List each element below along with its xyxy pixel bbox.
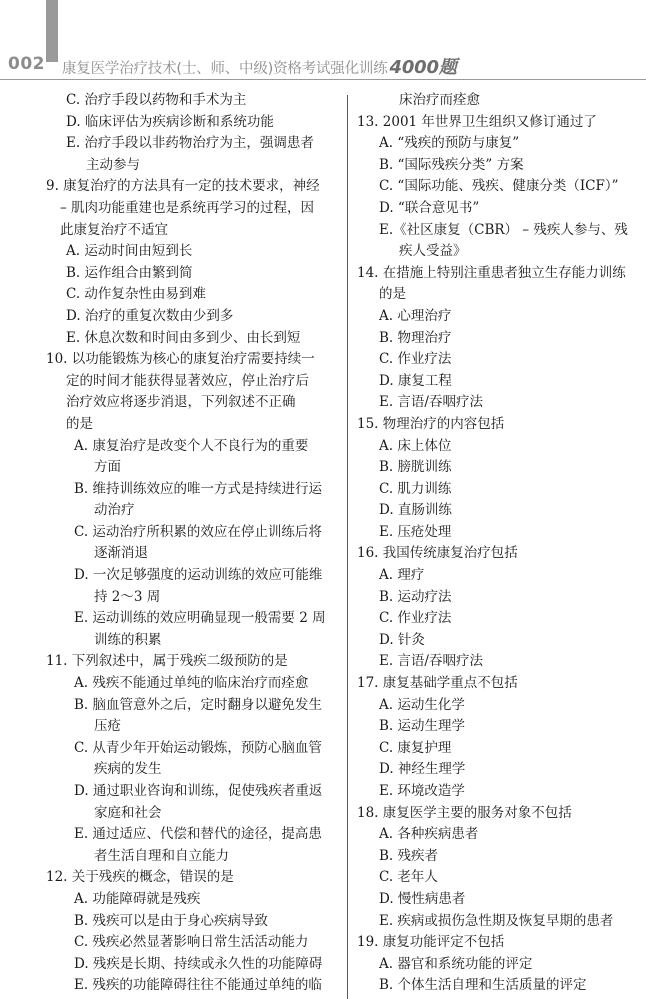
question-stem: 19. 康复功能评定不包括 bbox=[357, 934, 505, 951]
answer-option: A. 康复治疗是改变个人不良行为的重要 bbox=[74, 437, 309, 454]
answer-option: D. 神经生理学 bbox=[379, 761, 466, 778]
answer-option: A. 功能障碍就是残疾 bbox=[74, 890, 201, 907]
answer-option: E. 运动训练的效应明确显现一般需要 2 周 bbox=[74, 610, 326, 627]
answer-option: B. “国际残疾分类” 方案 bbox=[379, 156, 524, 173]
continuation-line: 家庭和社会 bbox=[94, 804, 162, 821]
answer-option: E. 治疗手段以非药物治疗为主，强调患者 bbox=[66, 135, 314, 152]
continuation-line: 床治疗而痊愈 bbox=[399, 92, 480, 108]
answer-option: A. 心理治疗 bbox=[379, 307, 452, 324]
answer-option: A. “残疾的预防与康复” bbox=[379, 135, 520, 152]
page-number: 002 bbox=[8, 54, 45, 74]
continuation-line: 训练的积累 bbox=[94, 631, 162, 648]
answer-option: C. “国际功能、残疾、健康分类（ICF）” bbox=[379, 178, 619, 195]
answer-option: E. 压疮处理 bbox=[379, 523, 452, 540]
continuation-line: 治疗效应将逐步消退，下列叙述不正确 bbox=[66, 394, 296, 411]
answer-option: B. 个体生活自理和生活质量的评定 bbox=[379, 977, 587, 994]
answer-option: C. 肌力训练 bbox=[379, 480, 452, 497]
answer-option: E. 休息次数和时间由多到少、由长到短 bbox=[66, 329, 301, 346]
answer-option: C. 老年人 bbox=[379, 869, 438, 886]
answer-option: A. 器官和系统功能的评定 bbox=[379, 955, 533, 972]
right-column bbox=[357, 90, 646, 997]
answer-option: E. 疾病或损伤急性期及恢复早期的患者 bbox=[379, 912, 614, 929]
continuation-line: 此康复治疗不适宜 bbox=[60, 221, 168, 238]
question-stem: 13. 2001 年世界卫生组织又修订通过了 bbox=[357, 113, 597, 130]
question-stem: 10. 以功能锻炼为核心的康复治疗需要持续一 bbox=[46, 351, 315, 368]
answer-option: C. 治疗手段以药物和手术为主 bbox=[66, 92, 247, 108]
answer-option: C. 动作复杂性由易到难 bbox=[66, 286, 206, 303]
question-stem: 11. 下列叙述中，属于残疾二级预防的是 bbox=[46, 653, 288, 670]
answer-option: B. 残疾者 bbox=[379, 847, 439, 864]
answer-option: E. 言语/吞咽疗法 bbox=[379, 653, 483, 670]
continuation-line: 定的时间才能获得显著效应，停止治疗后 bbox=[66, 372, 309, 389]
answer-option: B. 脑血管意外之后，定时翻身以避免发生 bbox=[74, 696, 323, 713]
continuation-line: 的是 bbox=[66, 415, 93, 432]
continuation-line: 逐渐消退 bbox=[94, 545, 148, 562]
continuation-line: 疾人受益》 bbox=[399, 243, 467, 260]
answer-option: C. 残疾必然显著影响日常生活活动能力 bbox=[74, 934, 309, 951]
answer-option: D. 直肠训练 bbox=[379, 502, 452, 519]
series-label: 4000题 bbox=[389, 57, 457, 78]
answer-option: A. 理疗 bbox=[379, 567, 425, 584]
header-rule bbox=[0, 79, 646, 80]
answer-option: E. 通过适应、代偿和替代的途径，提高患 bbox=[74, 826, 322, 843]
answer-option: A. 各种疾病患者 bbox=[379, 826, 479, 843]
answer-option: D. 临床评估为疾病诊断和系统功能 bbox=[66, 113, 274, 130]
question-stem: 15. 物理治疗的内容包括 bbox=[357, 415, 505, 432]
question-stem: 9. 康复治疗的方法具有一定的技术要求，神经 bbox=[46, 178, 320, 195]
answer-option: B. 维持训练效应的唯一方式是持续进行运 bbox=[74, 480, 323, 497]
continuation-line: 持 2～3 周 bbox=[94, 588, 161, 605]
header-tab-marker bbox=[46, 0, 58, 62]
question-stem: 17. 康复基础学重点不包括 bbox=[357, 675, 518, 692]
answer-option: D. 针灸 bbox=[379, 631, 425, 648]
question-stem: 12. 关于残疾的概念，错误的是 bbox=[46, 869, 234, 886]
continuation-line: 方面 bbox=[94, 459, 121, 476]
answer-option: B. 残疾可以是由于身心疾病导致 bbox=[74, 912, 269, 929]
continuation-line: 的是 bbox=[379, 286, 406, 303]
answer-option: E. 残疾的功能障碍往往不能通过单纯的临 bbox=[74, 977, 322, 994]
book-title: 康复医学治疗技术(士、师、中级)资格考试强化训练 bbox=[62, 61, 388, 77]
answer-option: D. 残疾是长期、持续或永久性的功能障碍 bbox=[74, 955, 323, 972]
answer-option: A. 运动时间由短到长 bbox=[66, 243, 193, 260]
answer-option: E. 言语/吞咽疗法 bbox=[379, 394, 483, 411]
answer-option: C. 作业疗法 bbox=[379, 351, 452, 368]
answer-option: C. 作业疗法 bbox=[379, 610, 452, 627]
answer-option: D. “联合意见书” bbox=[379, 199, 480, 216]
answer-option: D. 一次足够强度的运动训练的效应可能维 bbox=[74, 567, 323, 584]
answer-option: C. 康复护理 bbox=[379, 739, 452, 756]
answer-option: B. 运作组合由繁到简 bbox=[66, 264, 193, 281]
continuation-line: 主动参与 bbox=[86, 156, 140, 173]
column-divider bbox=[347, 95, 348, 999]
answer-option: A. 运动生化学 bbox=[379, 696, 465, 713]
answer-option: C. 运动治疗所积累的效应在停止训练后将 bbox=[74, 523, 322, 540]
continuation-line: 者生活自理和自立能力 bbox=[94, 847, 229, 864]
answer-option: B. 运动生理学 bbox=[379, 718, 466, 735]
continuation-line: 疾病的发生 bbox=[94, 761, 162, 778]
running-title bbox=[62, 53, 457, 79]
continuation-line: 动治疗 bbox=[94, 502, 135, 519]
question-stem: 14. 在措施上特别注重患者独立生存能力训练 bbox=[357, 264, 626, 281]
answer-option: A. 残疾不能通过单纯的临床治疗而痊愈 bbox=[74, 675, 309, 692]
page-header bbox=[0, 0, 646, 80]
answer-option: D. 慢性病患者 bbox=[379, 890, 466, 907]
left-column bbox=[40, 90, 342, 997]
continuation-line: 压疮 bbox=[94, 718, 121, 735]
answer-option: B. 物理治疗 bbox=[379, 329, 452, 346]
answer-option: D. 康复工程 bbox=[379, 372, 452, 389]
answer-option: B. 膀胱训练 bbox=[379, 459, 452, 476]
answer-option: B. 运动疗法 bbox=[379, 588, 452, 605]
answer-option: D. 治疗的重复次数由少到多 bbox=[66, 307, 234, 324]
continuation-line: – 肌肉功能重建也是系统再学习的过程，因 bbox=[60, 199, 315, 216]
answer-option: A. 床上体位 bbox=[379, 437, 452, 454]
answer-option: E. 环境改造学 bbox=[379, 783, 465, 799]
question-stem: 18. 康复医学主要的服务对象不包括 bbox=[357, 804, 572, 821]
question-stem: 16. 我国传统康复治疗包括 bbox=[357, 545, 518, 562]
answer-option: D. 通过职业咨询和训练，促使残疾者重返 bbox=[74, 783, 323, 799]
answer-option: C. 从青少年开始运动锻炼，预防心脑血管 bbox=[74, 739, 322, 756]
answer-option: E.《社区康复（CBR） – 残疾人参与、残 bbox=[379, 221, 628, 238]
